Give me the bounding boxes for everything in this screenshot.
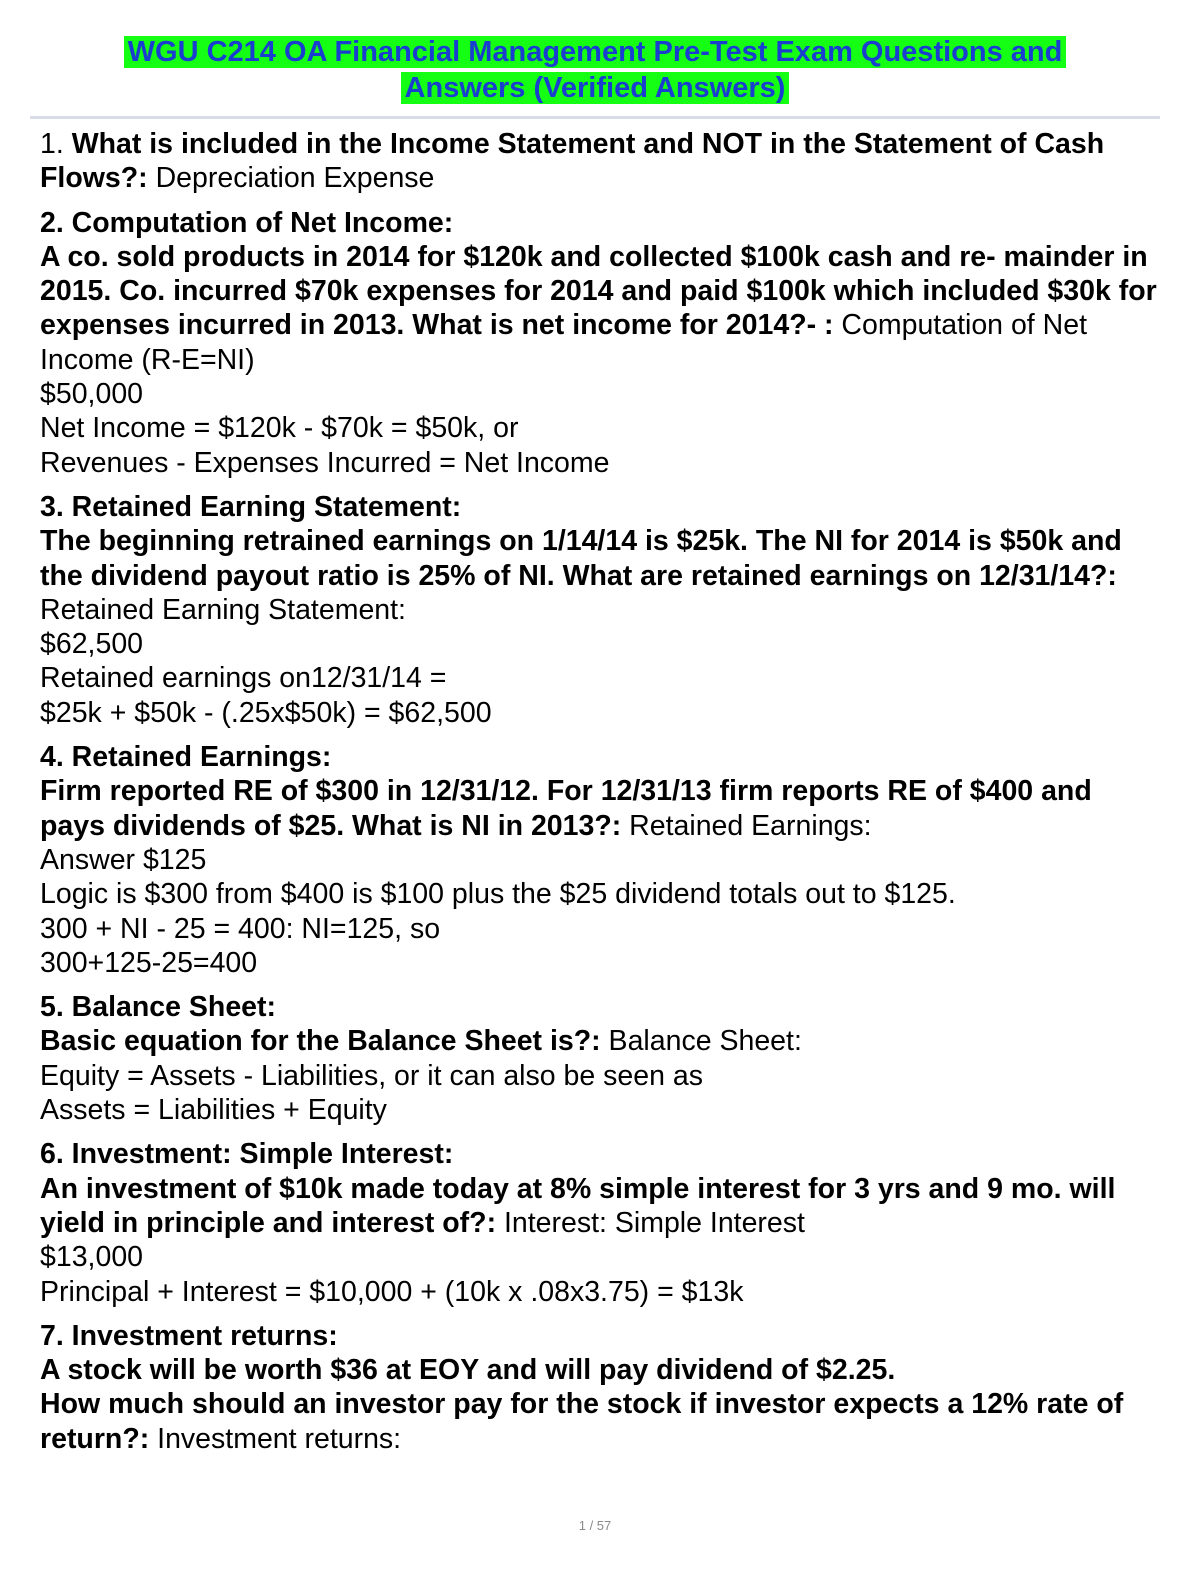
- answer-line: $50,000: [40, 378, 144, 411]
- question-4: [40, 740, 1160, 980]
- answer-line: $62,500: [40, 628, 144, 661]
- answer-line: $13,000: [40, 1241, 144, 1274]
- answer-line: Answer $125: [40, 843, 207, 876]
- answer-text: Balance Sheet:: [600, 1025, 802, 1058]
- title-line-1: WGU C214 OA Financial Management Pre-Test Exam Questions and: [124, 36, 1067, 68]
- page-indicator: 1 / 57: [578, 1518, 612, 1533]
- answer-line: Equity = Assets - Liabilities, or it can also be seen as: [40, 1059, 703, 1092]
- question-heading: 4. Retained Earnings:: [40, 741, 332, 774]
- answer-text: Investment returns:: [149, 1422, 402, 1455]
- answer-text: Interest: Simple Interest: [496, 1206, 805, 1239]
- answer-line: 300 + NI - 25 = 400: NI=125, so: [40, 912, 441, 945]
- page-title: [0, 34, 1190, 106]
- answer-text: Computation of Net Income (R-E=NI): [40, 309, 1087, 376]
- answer-text: Depreciation Expense: [147, 162, 435, 195]
- question-text: The beginning retrained earnings on 1/14/14 is $25k. The NI for 2014 is $50k and the dividend payout ratio is 25% of NI. What are retained earnings on 12/31/14?:: [40, 525, 1122, 592]
- answer-line: Retained earnings on12/31/14 =: [40, 662, 447, 695]
- question-1: [40, 127, 1160, 196]
- question-text: What is included in the Income Statement and NOT in the Statement of Cash Flows?:: [40, 128, 1105, 195]
- answer-line: Net Income = $120k - $70k = $50k, or: [40, 412, 519, 445]
- question-text-line: A stock will be worth $36 at EOY and will pay dividend of $2.25.: [40, 1354, 896, 1387]
- question-3: [40, 490, 1160, 730]
- question-text: Firm reported RE of $300 in 12/31/12. For 12/31/13 firm reports RE of $400 and pays dividends of $25. What is NI in 2013?:: [40, 775, 1092, 842]
- title-divider: [30, 116, 1160, 119]
- answer-line: $25k + $50k - (.25x$50k) = $62,500: [40, 696, 492, 729]
- answer-text: Retained Earnings:: [621, 809, 872, 842]
- question-heading: 3. Retained Earning Statement:: [40, 490, 462, 523]
- answer-line: Revenues - Expenses Incurred = Net Income: [40, 446, 610, 479]
- question-text: A co. sold products in 2014 for $120k and collected $100k cash and re- mainder in 2015. Co. incurred $70k expenses for 2014 and paid $100k which included $30k for expenses incurred in 2013. What is net income for 2014?- :: [40, 240, 1157, 342]
- question-heading: 6. Investment: Simple Interest:: [40, 1138, 454, 1171]
- answer-line: Principal + Interest = $10,000 + (10k x .08x3.75) = $13k: [40, 1275, 744, 1308]
- document-body: [40, 127, 1160, 1456]
- answer-line: 300+125-25=400: [40, 946, 258, 979]
- question-heading: 7. Investment returns:: [40, 1319, 338, 1352]
- title-line-2: Answers (Verified Answers): [401, 72, 790, 104]
- question-text: How much should an investor pay for the stock if investor expects a 12% rate of return?:: [40, 1388, 1124, 1455]
- question-2: [40, 206, 1160, 480]
- question-number: 1.: [40, 128, 72, 160]
- question-7: [40, 1319, 1160, 1456]
- question-heading: 2. Computation of Net Income:: [40, 206, 454, 239]
- question-6: [40, 1137, 1160, 1308]
- question-heading: 5. Balance Sheet:: [40, 991, 277, 1024]
- answer-text: Retained Earning Statement:: [40, 593, 406, 626]
- question-5: [40, 990, 1160, 1127]
- answer-line: Logic is $300 from $400 is $100 plus the $25 dividend totals out to $125.: [40, 878, 956, 911]
- question-text: An investment of $10k made today at 8% simple interest for 3 yrs and 9 mo. will yield in principle and interest of?:: [40, 1172, 1116, 1239]
- question-text: Basic equation for the Balance Sheet is?:: [40, 1025, 601, 1058]
- answer-line: Assets = Liabilities + Equity: [40, 1094, 387, 1127]
